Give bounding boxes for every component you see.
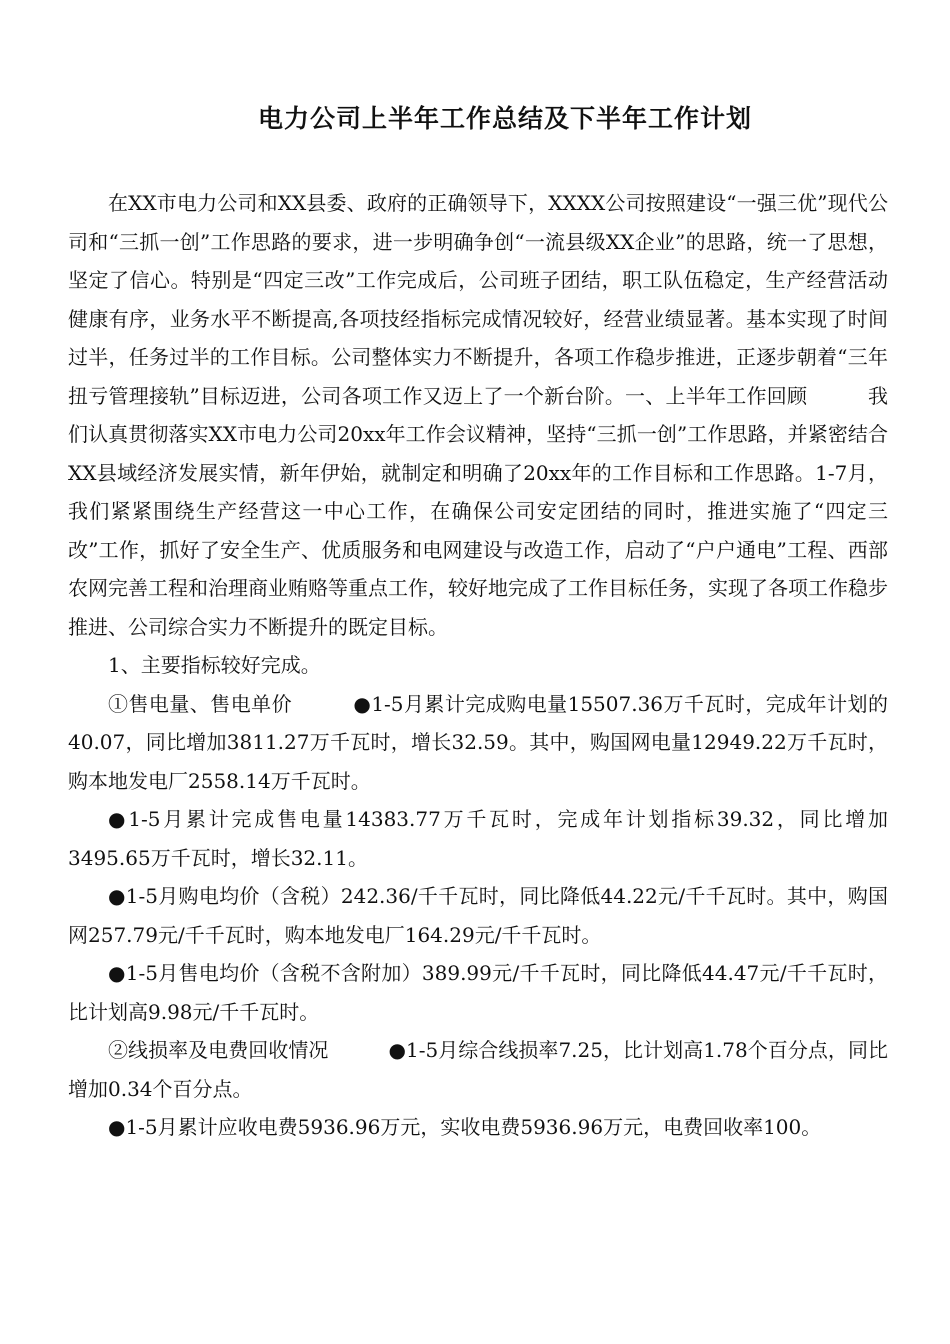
paragraph-main-indicators-heading: 1、主要指标较好完成。 <box>108 653 321 677</box>
paragraph-purchase-price: ●1-5月购电均价（含税）242.36/千千瓦时，同比降低44.22元/千千瓦时。其中，购国网257.79元/千千瓦时，购本地发电厂164.29元/千千瓦时。 <box>68 884 888 947</box>
paragraph-line-loss: ②线损率及电费回收情况 ●1-5月综合线损率7.25，比计划高1.78个百分点，同比增加0.34个百分点。 <box>68 1038 888 1101</box>
paragraph-fee-collection: ●1-5月累计应收电费5936.96万元，实收电费5936.96万元，电费回收率100。 <box>108 1115 822 1139</box>
document-title: 电力公司上半年工作总结及下半年工作计划 <box>257 104 752 133</box>
document-body <box>68 184 888 1147</box>
paragraph-sales-volume: ●1-5月累计完成售电量14383.77万千瓦时，完成年计划指标39.32，同比增加3495.65万千瓦时，增长32.11。 <box>68 807 888 870</box>
paragraph-intro: 在XX市电力公司和XX县委、政府的正确领导下，XXXX公司按照建设“一强三优”现代公司和“三抓一创”工作思路的要求，进一步明确争创“一流县级XX企业”的思路，统一了思想，坚定了信心。特别是“四定三改”工作完成后，公司班子团结，职工队伍稳定，生产经营活动健康有序，业务水平不断提高,各项技经指标完成情况较好，经营业绩显著。基本实现了时间过半，任务过半的工作目标。公司整体实力不断提升，各项工作稳步推进，正逐步朝着“三年扭亏管理接轨”目标迈进，公司各项工作又迈上了一个新台阶。一、上半年工作回顾 我们认真贯彻落实XX市电力公司20xx年工作会议精神，坚持“三抓一创”工作思路，并紧密结合XX县域经济发展实情，新年伊始，就制定和明确了20xx年的工作目标和工作思路。1-7月，我们紧紧围绕生产经营这一中心工作，在确保公司安定团结的同时，推进实施了“四定三改”工作，抓好了安全生产、优质服务和电网建设与改造工作，启动了“户户通电”工程、西部农网完善工程和治理商业贿赂等重点工作，较好地完成了工作目标任务，实现了各项工作稳步推进、公司综合实力不断提升的既定目标。 <box>68 191 888 639</box>
paragraph-electricity-sales: ①售电量、售电单价 ●1-5月累计完成购电量15507.36万千瓦时，完成年计划的40.07，同比增加3811.27万千瓦时，增长32.59。其中，购国网电量12949.22万千瓦时，购本地发电厂2558.14万千瓦时。 <box>68 691 888 793</box>
paragraph-sales-price: ●1-5月售电均价（含税不含附加）389.99元/千千瓦时，同比降低44.47元/千千瓦时，比计划高9.98元/千千瓦时。 <box>68 961 888 1024</box>
